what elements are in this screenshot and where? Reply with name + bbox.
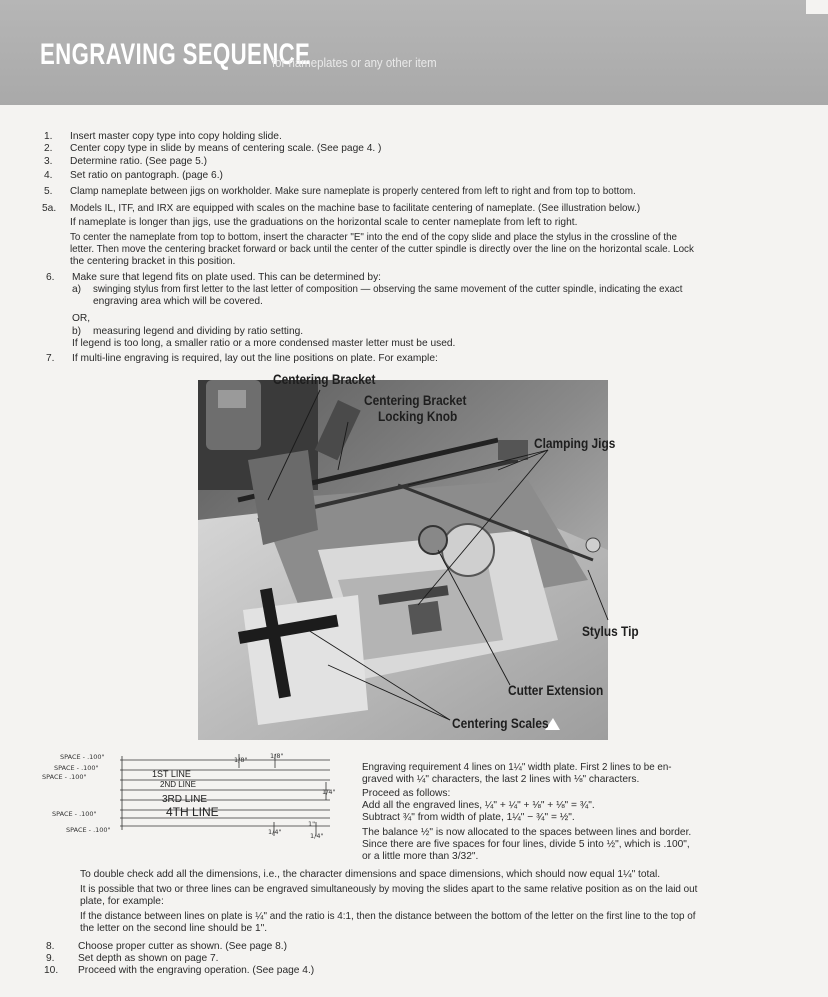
page-corner [806, 0, 828, 14]
body-text: plate, for example: [80, 896, 164, 907]
requirement-text: Since there are five spaces for four lines, divide 5 into ½", which is .100", [362, 839, 690, 850]
step-text: Insert master copy type into copy holding slide. [70, 131, 282, 142]
step-number: 5a. [42, 203, 57, 214]
requirement-text: or a little more than 3/32". [362, 851, 479, 862]
fraction-label: 1/4" [322, 788, 336, 796]
step-number: 5. [44, 186, 53, 197]
step-text: If multi-line engraving is required, lay out the line positions on plate. For example: [72, 353, 438, 364]
requirement-text: Engraving requirement 4 lines on 1¼" width plate. First 2 lines to be en- [362, 762, 672, 773]
callout-cutter-extension: Cutter Extension [508, 682, 604, 698]
fraction-label: 1/8" [234, 756, 248, 764]
step-text: letter. Then move the centering bracket forward or back until the center of the cutter spindle is directly over the line on the horizontal scale. Lock [70, 244, 694, 255]
callout-stylus-tip: Stylus Tip [582, 623, 639, 639]
body-text: If the distance between lines on plate is ¼" and the ratio is 4:1, then the distance between the bottom of the letter on the first line to the top of [80, 911, 696, 922]
step-text: Set depth as shown on page 7. [78, 953, 219, 964]
step-text: If nameplate is longer than jigs, use the graduations on the horizontal scale to center nameplate from left to right. [70, 217, 578, 228]
space-label: SPACE - .100" [60, 753, 105, 761]
fraction-label: 1/4" [310, 832, 324, 840]
space-label: SPACE - .100" [42, 773, 87, 781]
machine-photo [198, 371, 639, 740]
step-text: Determine ratio. (See page 5.) [70, 156, 208, 167]
layout-line-4: 4TH LINE [166, 805, 219, 819]
step-text: If legend is too long, a smaller ratio or a more condensed master letter must be used. [72, 338, 456, 349]
callout-locking-knob-line1: Centering Bracket [364, 392, 467, 408]
step-text: Clamp nameplate between jigs on workholder. Make sure nameplate is properly centered from left to right and from top to bottom. [70, 186, 636, 197]
body-text: To double check add all the dimensions, i.e., the character dimensions and space dimensions, which should now equal 1¼" total. [80, 869, 661, 880]
fraction-label: 1" [308, 820, 316, 828]
step-number: 8. [46, 941, 55, 952]
requirement-text: Proceed as follows: [362, 788, 451, 799]
requirement-text: Add all the engraved lines, ¼" + ¼" + ⅛" + ⅛" = ¾". [362, 800, 595, 811]
requirement-text: Subtract ¾" from width of plate, 1¼" − ¾" = ½". [362, 812, 575, 823]
space-label: SPACE - .100" [52, 810, 97, 818]
step-text: Set ratio on pantograph. (page 6.) [70, 170, 223, 181]
line-layout-sketch [40, 752, 360, 842]
space-label: SPACE - .100" [66, 826, 111, 834]
layout-line-3: 3RD LINE [162, 794, 208, 805]
callout-locking-knob-line2: Locking Knob [378, 408, 458, 424]
step-text: measuring legend and dividing by ratio setting. [93, 326, 304, 337]
page-title: ENGRAVING SEQUENCE [40, 38, 311, 71]
fraction-label: 1/4" [268, 828, 282, 836]
step-text: OR, [72, 313, 91, 324]
step-number: 1. [44, 131, 53, 142]
layout-line-2: 2ND LINE [160, 780, 197, 789]
step-text: Make sure that legend fits on plate used. This can be determined by: [72, 272, 382, 283]
step-number: 7. [46, 353, 55, 364]
step-text: Proceed with the engraving operation. (See page 4.) [78, 965, 315, 976]
body-text: It is possible that two or three lines can be engraved simultaneously by moving the slides apart to the same relative position as on the laid out [80, 884, 698, 895]
callout-centering-scales: Centering Scales [452, 715, 549, 731]
step-text: To center the nameplate from top to bottom, insert the character "E" into the end of the copy slide and place the stylus in the crossline of the [70, 232, 678, 243]
step-number: 2. [44, 143, 53, 154]
page-subtitle: for nameplates or any other item [272, 55, 437, 70]
step-text: Center copy type in slide by means of centering scale. (See page 4. ) [70, 143, 382, 154]
step-text: swinging stylus from first letter to the last letter of composition — observing the same movement of the cutter spindle, indicating the exact [93, 284, 683, 295]
step-number: 10. [44, 965, 59, 976]
callout-centering-bracket: Centering Bracket [273, 371, 376, 387]
layout-diagram [40, 752, 360, 842]
step-number: 4. [44, 170, 53, 181]
step-number: 9. [46, 953, 55, 964]
substep-label: b) [72, 326, 82, 337]
step-text: Choose proper cutter as shown. (See page 8.) [78, 941, 287, 952]
step-number: 3. [44, 156, 53, 167]
layout-line-1: 1ST LINE [152, 769, 191, 779]
step-text: Models IL, ITF, and IRX are equipped with scales on the machine base to facilitate centering of nameplate. (See illustration below.) [70, 203, 641, 214]
requirement-text: The balance ½" is now allocated to the spaces between lines and border. [362, 827, 692, 838]
page-header-band [0, 0, 828, 105]
callout-clamping-jigs: Clamping Jigs [534, 435, 616, 451]
requirement-text: graved with ¼" characters, the last 2 lines with ⅛" characters. [362, 774, 640, 785]
step-text: engraving area which will be covered. [93, 296, 263, 307]
step-text: the centering bracket in this position. [70, 256, 236, 267]
body-text: the letter on the second line should be 1". [80, 923, 268, 934]
space-label: SPACE - .100" [54, 764, 99, 772]
fraction-label: 1/8" [270, 752, 284, 760]
substep-label: a) [72, 284, 82, 295]
step-number: 6. [46, 272, 55, 283]
